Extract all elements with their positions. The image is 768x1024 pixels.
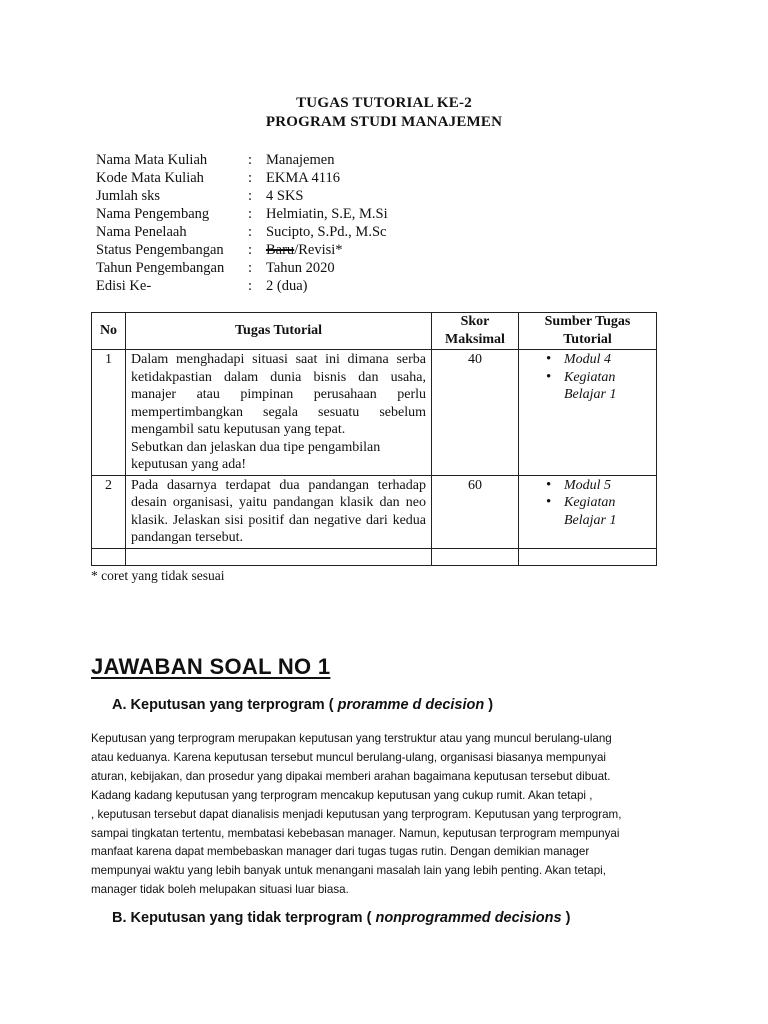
meta-colon: : xyxy=(248,206,253,222)
meta-value: Tahun 2020 xyxy=(266,260,335,276)
section-b-prefix: B. Keputusan yang tidak terprogram ( xyxy=(112,910,376,926)
status-value: /Revisi* xyxy=(294,242,343,258)
meta-label: Tahun Pengembangan xyxy=(96,260,225,276)
row-number: 2 xyxy=(92,475,126,548)
meta-colon: : xyxy=(248,170,253,186)
source-list xyxy=(524,477,651,530)
section-a-prefix: A. Keputusan yang terprogram ( xyxy=(112,697,338,713)
source-item: • Kegiatan xyxy=(546,369,651,387)
meta-value: EKMA 4116 xyxy=(266,170,340,186)
empty-cell xyxy=(519,548,657,565)
meta-label: Jumlah sks xyxy=(96,188,161,204)
meta-label: Nama Pengembang xyxy=(96,206,210,222)
paragraph-line: aturan, kebijakan, dan prosedur yang dipakai memberi arahan bagaimana keputusan tersebut dibuat. xyxy=(91,769,611,783)
paragraph-line: Kadang kadang keputusan yang terprogram mencakup keputusan yang cukup rumit. Akan tetapi , xyxy=(91,788,593,802)
header-score-line-1: Skor xyxy=(460,314,490,329)
source-item: • Kegiatan xyxy=(546,494,651,512)
header-no: No xyxy=(92,313,126,350)
task-text xyxy=(126,475,432,548)
section-b-suffix: ) xyxy=(561,910,571,926)
table-row xyxy=(92,475,657,548)
section-b-heading xyxy=(112,910,570,926)
empty-cell xyxy=(126,548,432,565)
section-a-heading xyxy=(112,697,493,713)
meta-value: 4 SKS xyxy=(266,188,304,204)
task-paragraph: Dalam menghadapi situasi saat ini dimana serba ketidakpastian dalam dunia bisnis dan usaha, manajer atau pimpinan perusahaan perlu mempertimbangkan segala sesuatu sebelum mengambil satu keputusan yang tepat. xyxy=(131,352,426,437)
answer-heading: JAWABAN SOAL NO 1 xyxy=(91,654,331,679)
header-source-line-1: Sumber Tugas xyxy=(544,314,631,329)
meta-colon: : xyxy=(248,224,253,240)
paragraph-line: mempunyai waktu yang lebih banyak untuk menangani masalah lain yang lebih penting. Akan tetapi, xyxy=(91,864,606,878)
meta-label: Kode Mata Kuliah xyxy=(96,170,204,186)
source-item: • Modul 5 xyxy=(546,477,651,495)
meta-value: Helmiatin, S.E, M.Si xyxy=(266,206,388,222)
paragraph-line: manfaat karena dapat membebaskan manager dari tugas tugas rutin. Dengan demikian manager xyxy=(91,845,590,859)
meta-value: Sucipto, S.Pd., M.Sc xyxy=(266,224,387,240)
meta-colon: : xyxy=(248,278,253,294)
header-max-score xyxy=(432,313,519,350)
paragraph-line: sampai tingkatan tertentu, membatasi kebebasan manager. Namun, keputusan terprogram mempunyai xyxy=(91,826,620,840)
source-item-continuation: Belajar 1 xyxy=(564,387,617,402)
meta-colon: : xyxy=(248,242,253,258)
row-number: 1 xyxy=(92,350,126,476)
section-b-term: nonprogrammed decisions xyxy=(375,910,562,926)
empty-cell xyxy=(432,548,519,565)
tutorial-task-table xyxy=(91,312,657,566)
section-a-term: proramme d decision xyxy=(337,697,485,713)
meta-colon: : xyxy=(248,152,253,168)
table-row xyxy=(92,350,657,476)
paragraph-line: manager tidak boleh melupakan situasi luar biasa. xyxy=(91,883,349,897)
task-paragraph: Pada dasarnya terdapat dua pandangan terhadap desain organisasi, yaitu pandangan klasik dan neo klasik. Jelaskan sisi positif dan negative dari kedua pandangan tersebut. xyxy=(131,477,426,545)
section-a-paragraph xyxy=(91,730,681,900)
meta-value: 2 (dua) xyxy=(266,278,308,294)
table-header-row xyxy=(92,313,657,350)
meta-value xyxy=(266,241,343,259)
document-title-line-1: TUGAS TUTORIAL KE-2 xyxy=(296,95,472,111)
paragraph-line: Keputusan yang terprogram merupakan keputusan yang terstruktur atau yang muncul berulang-ulang xyxy=(91,732,612,745)
empty-cell xyxy=(92,548,126,565)
header-score-line-2: Maksimal xyxy=(445,332,505,347)
meta-label: Edisi Ke- xyxy=(96,278,152,294)
document-title-line-2: PROGRAM STUDI MANAJEMEN xyxy=(265,114,503,130)
task-source xyxy=(519,350,657,476)
task-question: Sebutkan dan jelaskan dua tipe pengambilan keputusan yang ada! xyxy=(131,439,381,472)
meta-colon: : xyxy=(248,188,253,204)
source-item: • Modul 4 xyxy=(546,351,651,369)
struck-option: Baru xyxy=(266,242,295,258)
meta-label: Nama Penelaah xyxy=(96,224,187,240)
paragraph-line: atau keduanya. Karena keputusan tersebut muncul berulang-ulang, organisasi biasanya mempunyai xyxy=(91,750,606,764)
footnote: * coret yang tidak sesuai xyxy=(91,568,225,583)
max-score: 60 xyxy=(432,475,519,548)
meta-colon: : xyxy=(248,260,253,276)
header-source-line-2: Tutorial xyxy=(563,332,612,347)
meta-label: Status Pengembangan xyxy=(96,242,224,258)
header-task: Tugas Tutorial xyxy=(126,313,432,350)
header-source xyxy=(519,313,657,350)
meta-value: Manajemen xyxy=(266,152,335,168)
section-a-suffix: ) xyxy=(484,697,494,713)
source-list xyxy=(524,351,651,404)
source-item-continuation: Belajar 1 xyxy=(564,512,617,528)
table-row-empty xyxy=(92,548,657,565)
meta-label: Nama Mata Kuliah xyxy=(96,152,208,168)
task-source xyxy=(519,475,657,548)
task-text xyxy=(126,350,432,476)
max-score: 40 xyxy=(432,350,519,476)
paragraph-line: , keputusan tersebut dapat dianalisis menjadi keputusan yang terprogram. Keputusan yang terprogram, xyxy=(91,807,622,821)
